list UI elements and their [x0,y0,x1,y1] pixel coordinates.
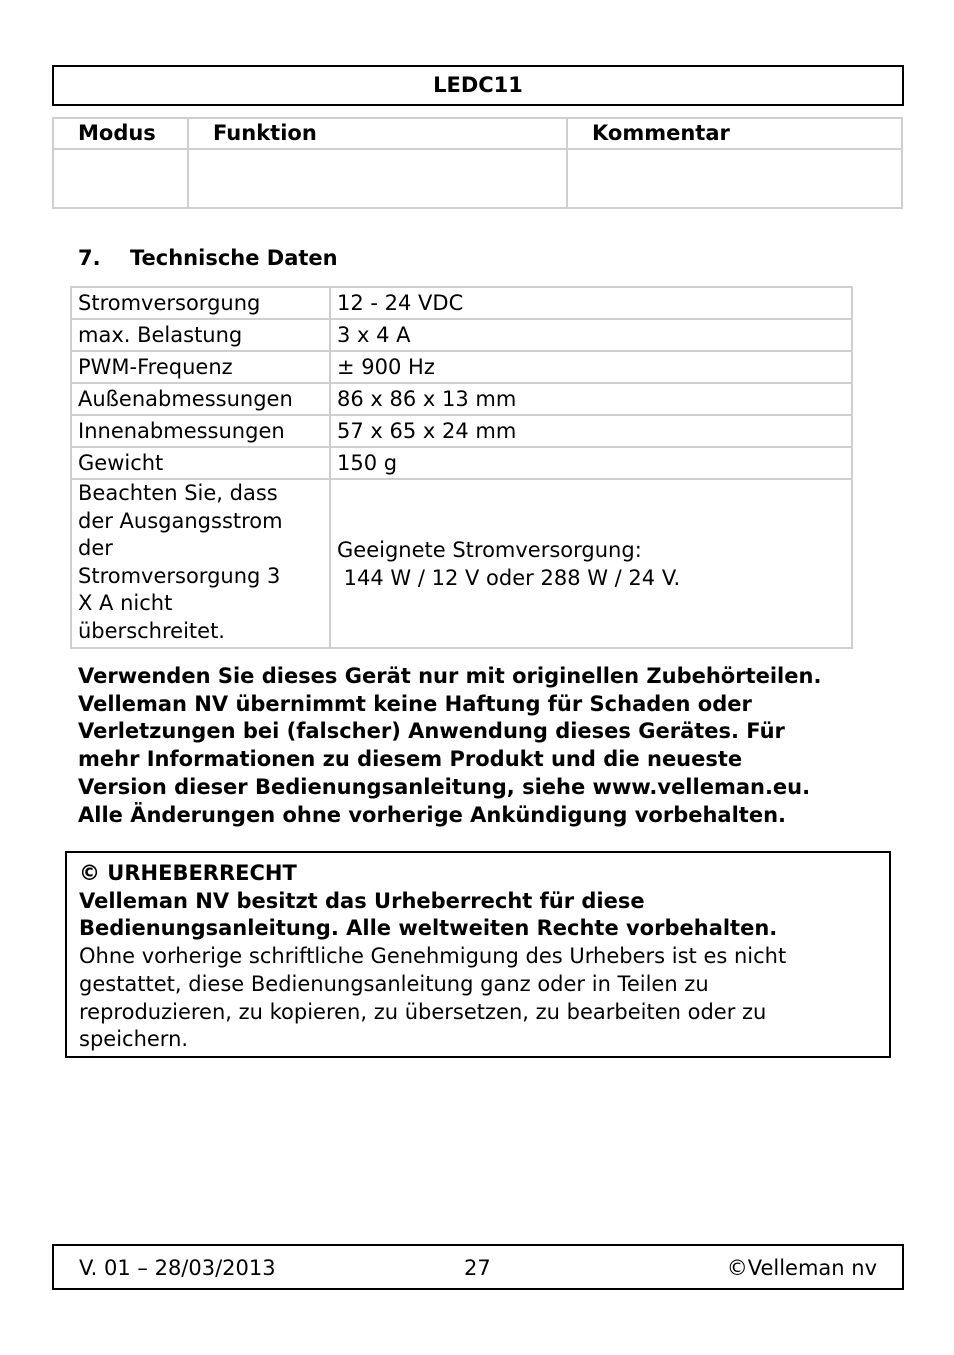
note-line: überschreitet. [78,618,225,643]
section-heading [78,244,338,272]
function-header: Funktion [188,118,567,149]
spec-key: max. Belastung [71,319,330,351]
table-row [71,287,852,319]
comment-cell [567,149,902,208]
table-row [71,447,852,479]
section-number: 7. [78,246,101,270]
spec-value: 57 x 65 x 24 mm [330,415,852,447]
spec-value: 3 x 4 A [330,319,852,351]
spec-key: Innenabmessungen [71,415,330,447]
note-line: der Ausgangsstrom [78,508,283,533]
copyright-body-line: gestattet, diese Bedienungsanleitung ganz oder in Teilen zu [79,971,709,996]
spec-value: 12 - 24 VDC [330,287,852,319]
function-cell [188,149,567,208]
copyright-box [65,851,891,1058]
document-header [52,65,904,106]
spec-value: ± 900 Hz [330,351,852,383]
footer-copyright: ©Velleman nv [726,1256,877,1280]
table-row [71,479,852,648]
notice-line: Verletzungen bei (falscher) Anwendung dieses Gerätes. Für [78,719,785,744]
spec-key: Gewicht [71,447,330,479]
product-title: LEDC11 [433,73,523,97]
spec-note-key [71,479,330,648]
notice-line: Version dieser Bedienungsanleitung, siehe www.velleman.eu. [78,774,811,799]
mode-header: Modus [53,118,188,149]
copyright-bold-line: Velleman NV besitzt das Urheberrecht für diese [79,888,645,913]
mode-table-header-row [53,118,902,149]
spec-note-value [330,479,852,648]
notice-line: Verwenden Sie dieses Gerät nur mit originellen Zubehörteilen. [78,664,822,688]
spec-table [70,286,853,649]
note-line: Beachten Sie, dass [78,481,278,505]
copyright-body-line: reproduzieren, zu kopieren, zu übersetzen, zu bearbeiten oder zu [79,999,767,1024]
table-row [71,383,852,415]
copyright-body-line: Ohne vorherige schriftliche Genehmigung des Urhebers ist es nicht [79,944,787,969]
note-line: X A nicht [78,591,173,615]
copyright-heading: © URHEBERRECHT [79,861,297,885]
section-title: Technische Daten [130,246,338,270]
notice-line: mehr Informationen zu diesem Produkt und die neueste [78,747,743,772]
spec-key: PWM-Frequenz [71,351,330,383]
note-value-line: 144 W / 12 V oder 288 W / 24 V. [337,565,681,590]
note-value-line: Geeignete Stromversorgung: [337,537,642,562]
page-footer [52,1244,904,1290]
spec-value: 86 x 86 x 13 mm [330,383,852,415]
note-line: Stromversorgung 3 [78,563,281,588]
spec-key: Außenabmessungen [71,383,330,415]
copyright-body-line: speichern. [79,1027,189,1052]
note-line: der [78,536,113,560]
mode-table-row [53,149,902,208]
notice-line: Alle Änderungen ohne vorherige Ankündigung vorbehalten. [78,802,787,827]
spec-key: Stromversorgung [71,287,330,319]
table-row [71,319,852,351]
table-row [71,351,852,383]
page-number: 27 [464,1256,491,1280]
footer-version: V. 01 – 28/03/2013 [79,1256,276,1280]
table-row [71,415,852,447]
notice-line: Velleman NV übernimmt keine Haftung für Schaden oder [78,691,752,716]
mode-cell [53,149,188,208]
usage-notice [78,663,888,829]
comment-header: Kommentar [567,118,902,149]
mode-table [52,117,903,209]
spec-value: 150 g [330,447,852,479]
copyright-bold-line: Bedienungsanleitung. Alle weltweiten Rechte vorbehalten. [79,916,778,941]
